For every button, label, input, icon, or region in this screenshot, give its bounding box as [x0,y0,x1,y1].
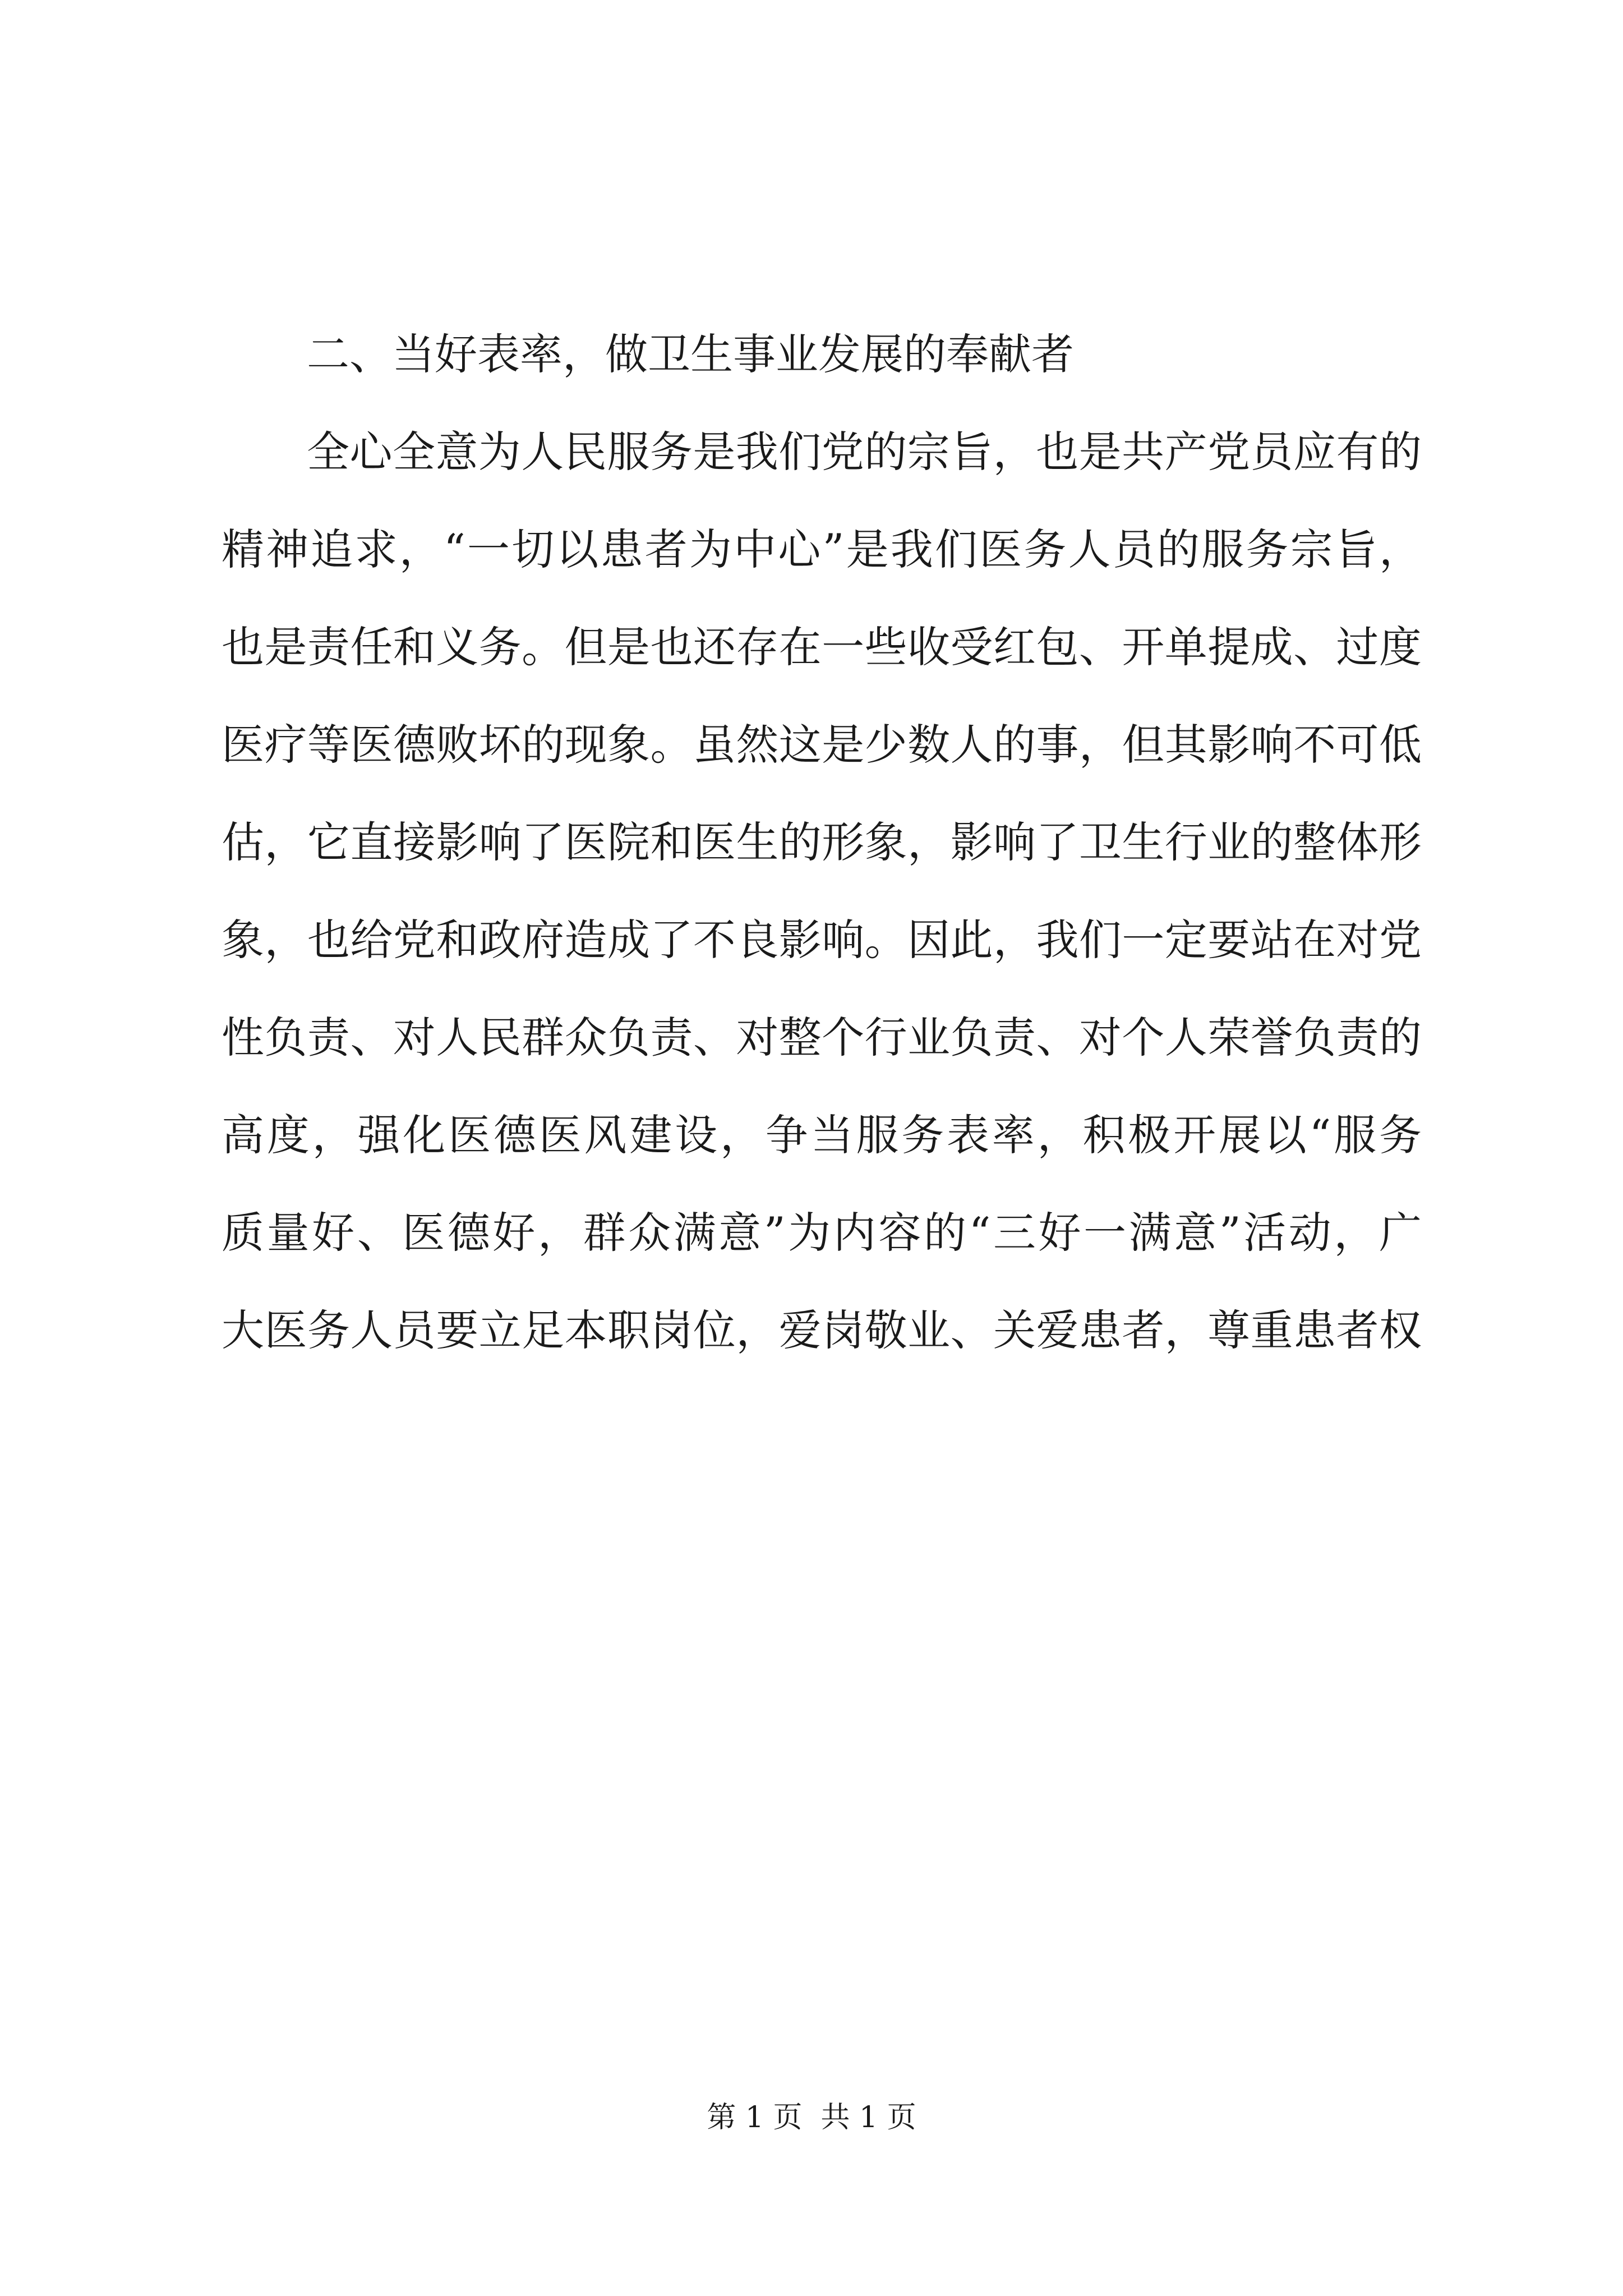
paragraph-line: 质量好、医德好，群众满意”为内容的“三好一满意”活动，广 [222,1208,1422,1258]
paragraph-line: 估，它直接影响了医院和医生的形象，影响了卫生行业的整体形 [222,817,1422,867]
paragraph-line: 精神追求，“一切以患者为中心”是我们医务人员的服务宗旨， [222,524,1422,574]
paragraph-line: 医疗等医德败坏的现象。虽然这是少数人的事，但其影响不可低 [222,720,1422,770]
section-heading: 二、当好表率，做卫生事业发展的奉献者 [307,329,1074,379]
paragraph-line: 象，也给党和政府造成了不良影响。因此，我们一定要站在对党 [222,915,1422,965]
paragraph-line: 全心全意为人民服务是我们党的宗旨，也是共产党员应有的 [307,427,1422,477]
page-number-footer: 第 1 页 共 1 页 [707,2101,916,2134]
paragraph-line: 也是责任和义务。但是也还存在一些收受红包、开单提成、过度 [222,622,1422,672]
paragraph-line: 高度，强化医德医风建设，争当服务表率，积极开展以“服务 [222,1110,1422,1160]
paragraph-line: 大医务人员要立足本职岗位，爱岗敬业、关爱患者，尊重患者权 [222,1305,1422,1355]
body-text [222,306,1422,1379]
paragraph-line: 性负责、对人民群众负责、对整个行业负责、对个人荣誉负责的 [222,1013,1422,1062]
